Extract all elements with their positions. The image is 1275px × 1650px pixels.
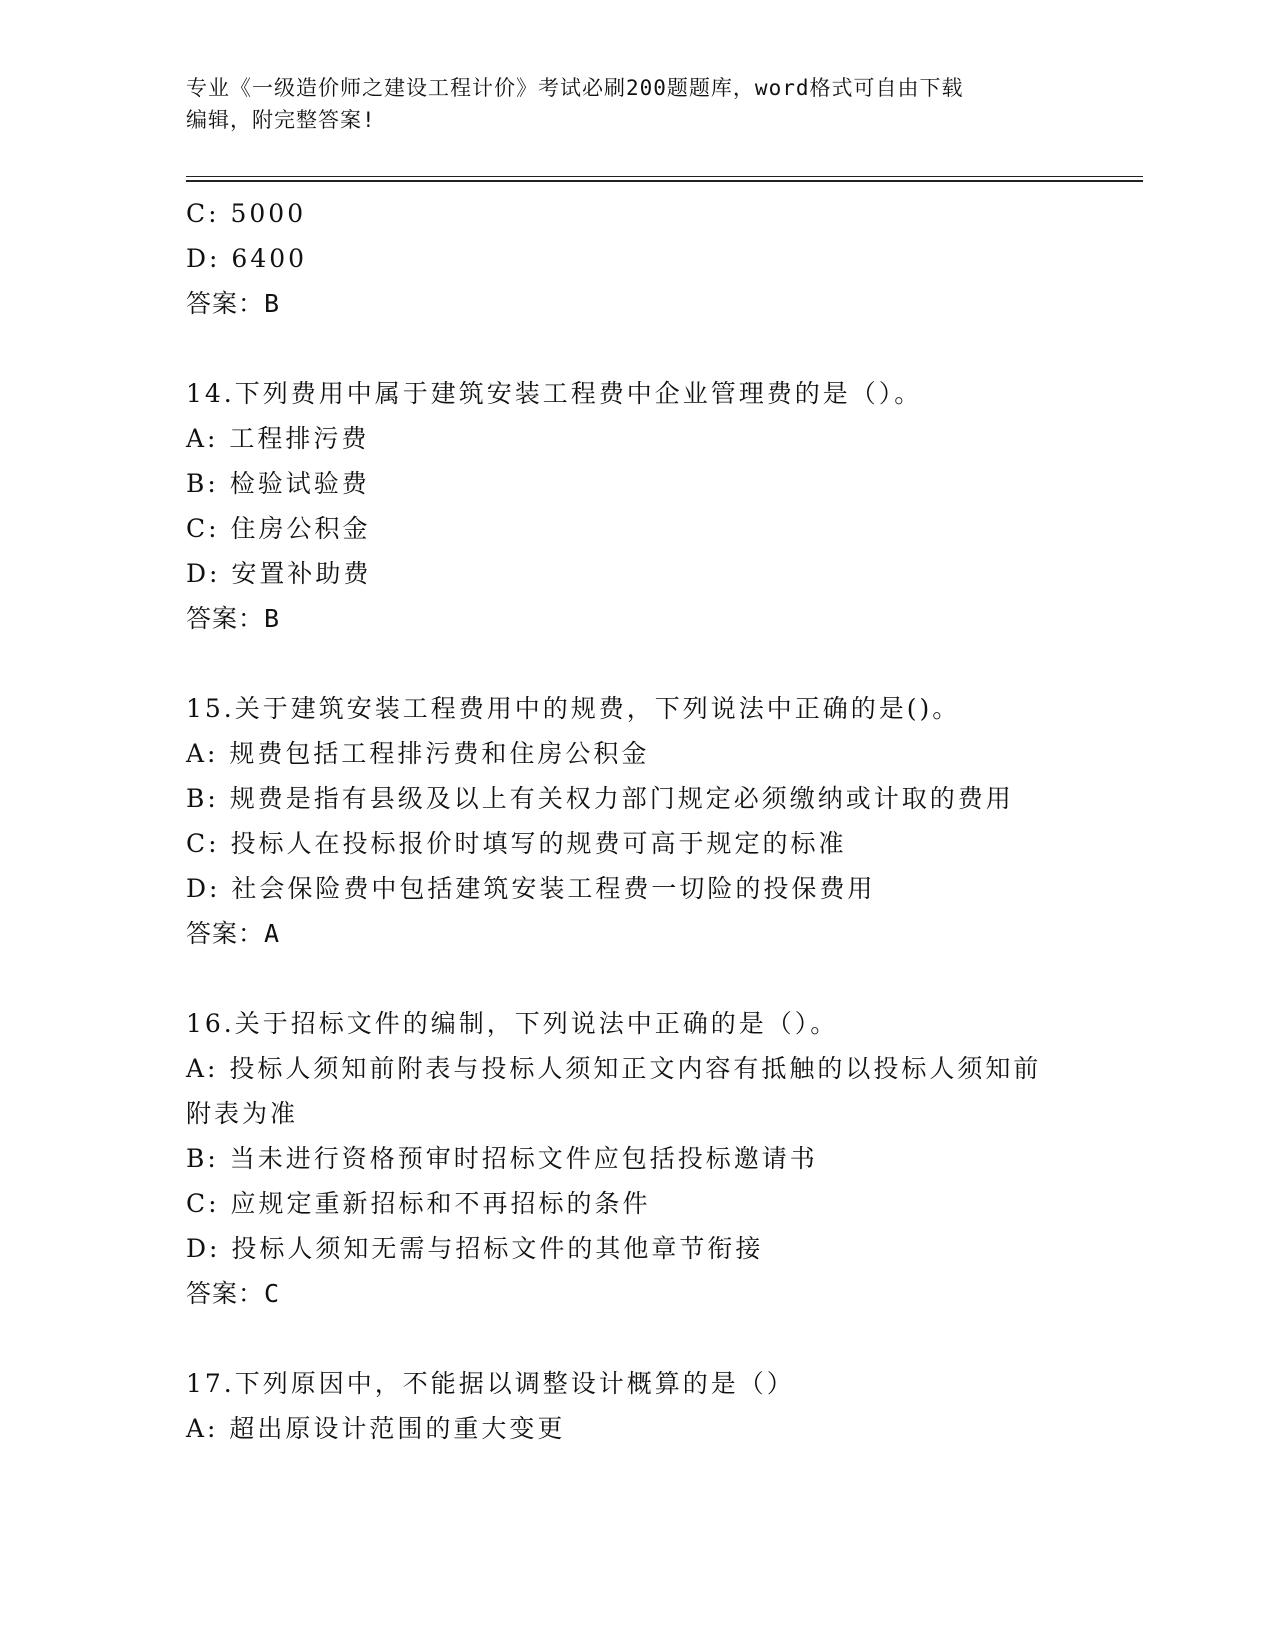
option-b: B: 当未进行资格预审时招标文件应包括投标邀请书 xyxy=(186,1144,818,1173)
header-line-1: 专业《一级造价师之建设工程计价》考试必刷200题题库，word格式可自由下载 xyxy=(186,76,964,100)
option-a: A: 工程排污费 xyxy=(186,424,370,453)
header-rule-thick xyxy=(186,180,1143,182)
answer: 答案：A xyxy=(186,919,281,948)
answer: 答案：B xyxy=(186,604,281,633)
question-14 xyxy=(186,371,1086,641)
spacer xyxy=(186,641,1086,686)
option-c: C: 住房公积金 xyxy=(186,514,371,543)
question-list xyxy=(186,191,1086,1451)
option-a: A: 规费包括工程排污费和住房公积金 xyxy=(186,739,650,768)
spacer xyxy=(186,956,1086,1001)
option-c: C: 5000 xyxy=(186,199,307,228)
answer: 答案：B xyxy=(186,289,281,318)
page-header xyxy=(186,72,1086,136)
option-a-line-2: 附表为准 xyxy=(186,1099,299,1128)
header-rule-thin xyxy=(186,176,1143,177)
question-text: 14.下列费用中属于建筑安装工程费中企业管理费的是（）。 xyxy=(186,379,923,408)
spacer xyxy=(186,1316,1086,1361)
option-c: C: 投标人在投标报价时填写的规费可高于规定的标准 xyxy=(186,829,847,858)
answer: 答案：C xyxy=(186,1279,281,1308)
question-text: 15.关于建筑安装工程费用中的规费，下列说法中正确的是()。 xyxy=(186,694,961,723)
question-text: 17.下列原因中，不能据以调整设计概算的是（） xyxy=(186,1369,795,1398)
option-a-line-1: A: 投标人须知前附表与投标人须知正文内容有抵触的以投标人须知前 xyxy=(186,1054,1042,1083)
spacer xyxy=(186,326,1086,371)
option-a: A: 超出原设计范围的重大变更 xyxy=(186,1414,566,1443)
option-c: C: 应规定重新招标和不再招标的条件 xyxy=(186,1189,651,1218)
option-b: B: 检验试验费 xyxy=(186,469,370,498)
question-text: 16.关于招标文件的编制，下列说法中正确的是（）。 xyxy=(186,1009,839,1038)
question-17 xyxy=(186,1361,1086,1451)
question-15 xyxy=(186,686,1086,956)
option-d: D: 6400 xyxy=(186,244,308,273)
option-d: D: 安置补助费 xyxy=(186,559,372,588)
header-line-2: 编辑，附完整答案! xyxy=(186,108,376,132)
question-13-tail xyxy=(186,191,1086,326)
option-d: D: 投标人须知无需与招标文件的其他章节衔接 xyxy=(186,1234,764,1263)
question-16 xyxy=(186,1001,1086,1316)
option-d: D: 社会保险费中包括建筑安装工程费一切险的投保费用 xyxy=(186,874,876,903)
option-b: B: 规费是指有县级及以上有关权力部门规定必须缴纳或计取的费用 xyxy=(186,784,1014,813)
